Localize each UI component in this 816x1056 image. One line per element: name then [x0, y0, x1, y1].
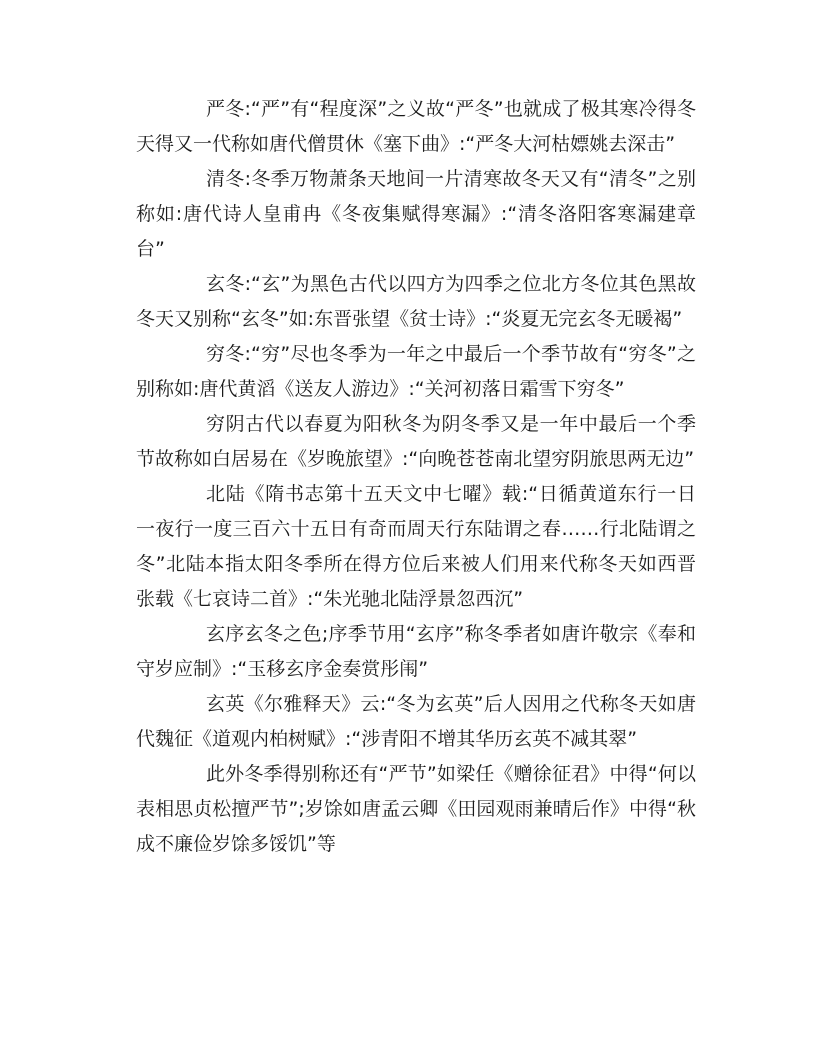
paragraph-qiongdong: 穷冬:“穷”尽也冬季为一年之中最后一个季节故有“穷冬”之别称如:唐代黄滔《送友人游边》:“关河初落日霜雪下穷冬” [136, 343, 696, 400]
paragraph-xuanxu: 玄序玄冬之色;序季节用“玄序”称冬季者如唐许敬宗《奉和守岁应制》:“玉移玄序金奏赏彤闱” [136, 623, 696, 680]
paragraph-xuanying: 玄英《尔雅释天》云:“冬为玄英”后人因用之代称冬天如唐代魏征《道观内柏树赋》:“涉青阳不增其华历玄英不减其翠” [136, 693, 696, 750]
paragraph-qiongyin: 穷阴古代以春夏为阳秋冬为阴冬季又是一年中最后一个季节故称如白居易在《岁晚旅望》:“向晚苍苍南北望穷阴旅思两无边” [136, 413, 696, 470]
paragraph-yandong: 严冬:“严”有“程度深”之义故“严冬”也就成了极其寒冷得冬天得又一代称如唐代僧贯休《塞下曲》:“严冬大河枯嫖姚去深击” [136, 98, 696, 155]
paragraph-beilu: 北陆《隋书志第十五天文中七曜》载:“日循黄道东行一日一夜行一度三百六十五日有奇而周天行东陆谓之春……行北陆谓之冬”北陆本指太阳冬季所在得方位后来被人们用来代称冬天如西晋张载《七哀诗二首》:“朱光驰北陆浮景忽西沉” [136, 483, 696, 610]
paragraph-xuandong: 玄冬:“玄”为黑色古代以四方为四季之位北方冬位其色黑故冬天又别称“玄冬”如:东晋张望《贫士诗》:“炎夏无完玄冬无暖褐” [136, 273, 696, 330]
paragraph-other-names: 此外冬季得别称还有“严节”如梁任《赠徐征君》中得“何以表相思贞松擅严节”;岁馀如唐孟云卿《田园观雨兼晴后作》中得“秋成不廉俭岁馀多馁饥”等 [136, 763, 696, 855]
document-body [136, 92, 696, 862]
paragraph-qingdong: 清冬:冬季万物萧条天地间一片清寒故冬天又有“清冬”之别称如:唐代诗人皇甫冉《冬夜集赋得寒漏》:“清冬洛阳客寒漏建章台” [136, 168, 696, 260]
